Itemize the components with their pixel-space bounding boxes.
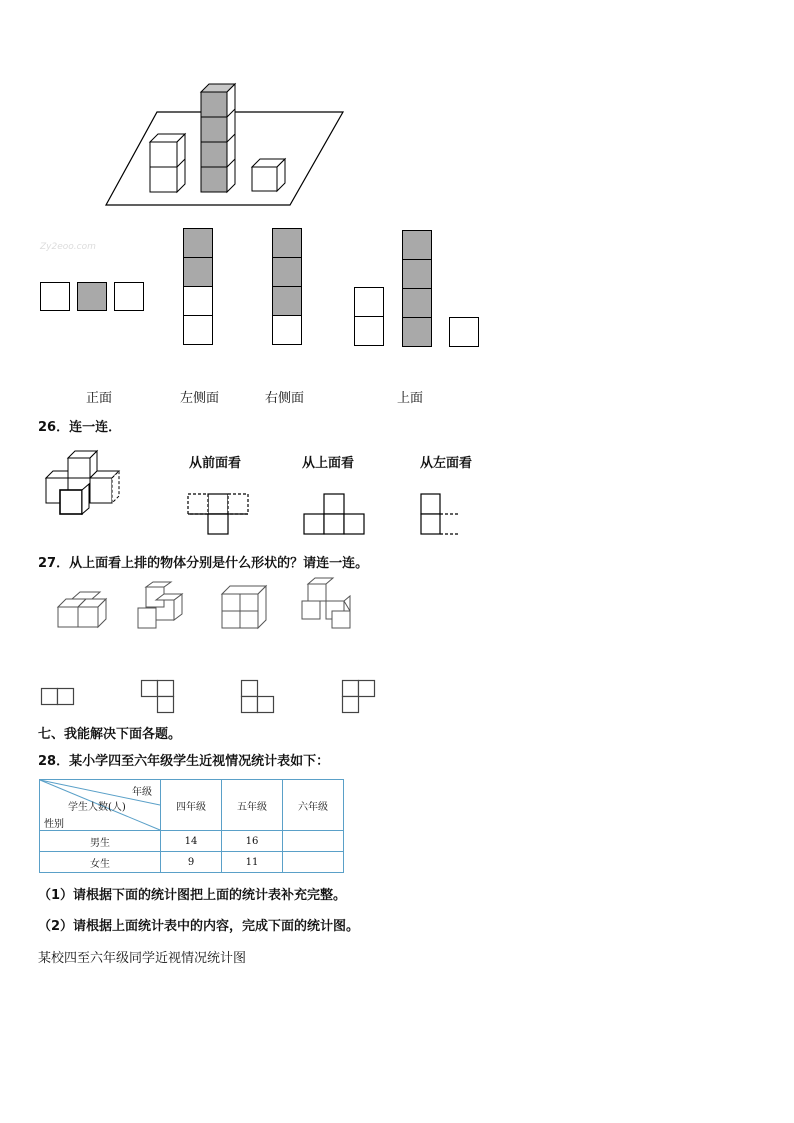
left-side-view (183, 228, 223, 348)
q27-solid-4 (300, 576, 370, 631)
front-view (40, 282, 160, 322)
q28-chart-title: 某校四至六年级同学近视情况统计图 (38, 951, 247, 966)
q26-label-left: 从左面看 (420, 456, 473, 471)
header-grade-4: 四年级 (161, 780, 222, 831)
section7-title: 七、我能解决下面各题。 (38, 727, 182, 742)
q28-sub1: （1）请根据下面的统计图把上面的统计表补充完整。 (38, 888, 347, 903)
row-label-girls: 女生 (40, 852, 161, 873)
q26-title: 26．连一连． (38, 420, 122, 435)
table-row (40, 852, 344, 873)
table-row (40, 831, 344, 852)
q26-solid-figure (44, 448, 144, 518)
header-count: 学生人数(人) (68, 802, 126, 813)
q27-shape-2 (141, 680, 181, 720)
q26-view-c (421, 492, 481, 542)
cell: 14 (161, 831, 222, 852)
q26-label-front: 从前面看 (189, 456, 242, 471)
cell: 9 (161, 852, 222, 873)
header-grade: 年级 (132, 787, 152, 798)
q27-solid-3 (222, 584, 282, 634)
q28-stat-table (39, 779, 344, 873)
q28-sub2: （2）请根据上面统计表中的内容，完成下面的统计图。 (38, 919, 360, 934)
q27-title: 27．从上面看上排的物体分别是什么形状的？请连一连。 (38, 556, 369, 571)
q27-shape-4 (342, 680, 382, 720)
header-grade-6: 六年级 (283, 780, 344, 831)
cell-blank[interactable] (283, 852, 344, 873)
table-diagonal-header (40, 780, 161, 831)
cell: 16 (222, 831, 283, 852)
q28-title: 28．某小学四至六年级学生近视情况统计表如下： (38, 754, 330, 769)
q26-label-top: 从上面看 (302, 456, 355, 471)
label-front: 正面 (86, 391, 113, 406)
q27-solid-1 (58, 590, 118, 640)
q27-shape-3 (241, 680, 281, 720)
cell: 11 (222, 852, 283, 873)
label-right-side: 右侧面 (265, 391, 305, 406)
q27-shape-1 (41, 688, 81, 713)
cube-arrangement-figure (0, 0, 794, 220)
header-grade-5: 五年级 (222, 780, 283, 831)
label-top: 上面 (397, 391, 424, 406)
q27-solid-2 (136, 582, 196, 632)
top-view-candidates (354, 229, 494, 359)
watermark: Zy2eoo.com (40, 242, 96, 252)
q26-view-a (188, 492, 258, 542)
cell-blank[interactable] (283, 831, 344, 852)
row-label-boys: 男生 (40, 831, 161, 852)
label-left-side: 左侧面 (180, 391, 220, 406)
right-side-view (272, 228, 312, 348)
header-gender: 性别 (44, 819, 64, 830)
q26-view-b (304, 492, 374, 542)
